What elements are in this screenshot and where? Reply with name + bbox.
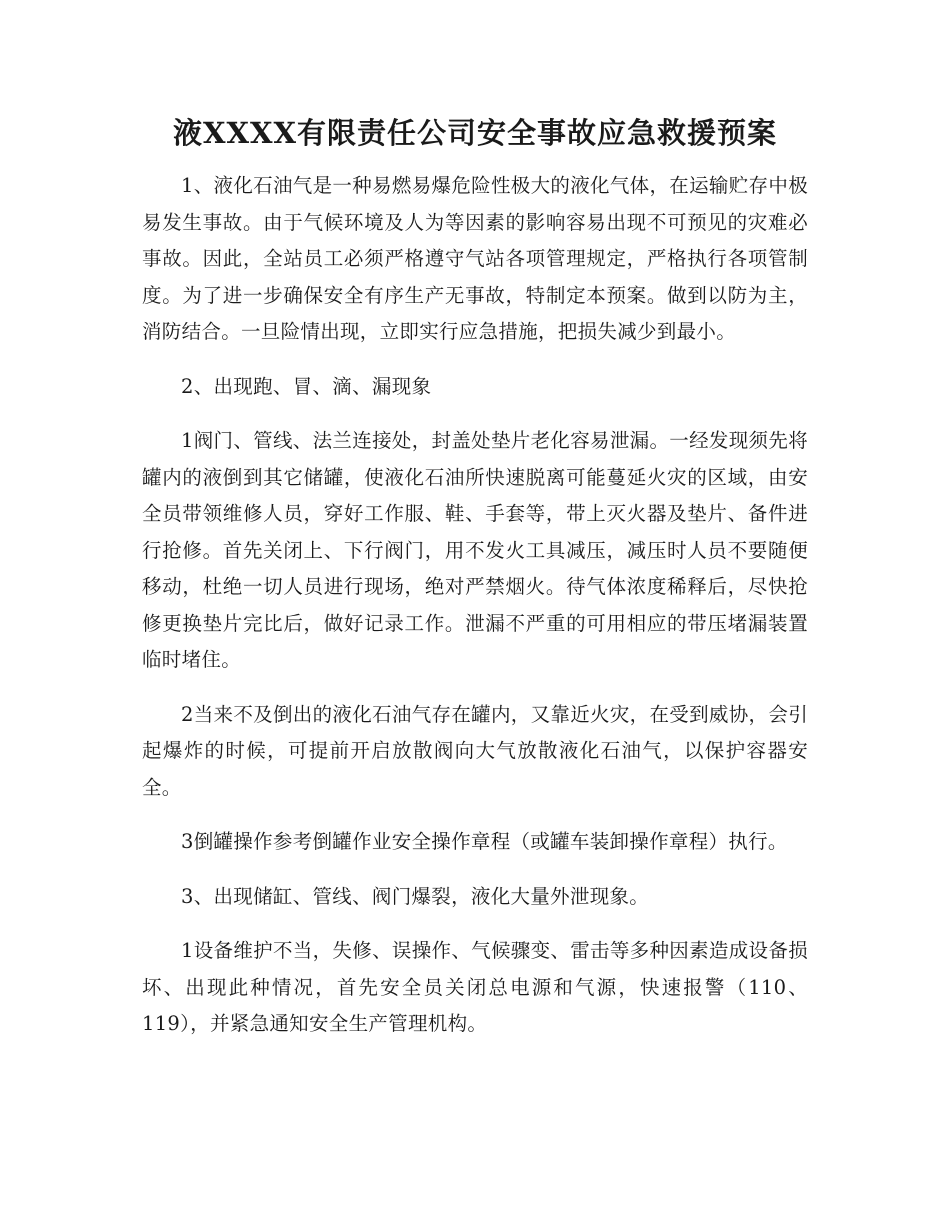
document-title: 液XXXX有限责任公司安全事故应急救援预案 [172,116,777,150]
section-heading-rupture: 3、出现储缸、管线、阀门爆裂，液化大量外泄现象。 [181,884,650,908]
section-heading-leak: 2、出现跑、冒、滴、漏现象 [181,374,432,398]
paragraph-tank-transfer: 3倒罐操作参考倒罐作业安全操作章程（或罐车装卸操作章程）执行。 [181,830,788,853]
paragraph-emergency-venting: 2当来不及倒出的液化石油气存在罐内，又靠近火灾，在受到威协，会引起爆炸的时候，可提前开启放散阀向大气放散液化石油气，以保护容器安全。 [142,702,808,799]
document-page [142,108,808,1043]
paragraph-rupture-response: 1设备维护不当，失修、误操作、气候骤变、雷击等多种因素造成设备损坏、出现此种情况，首先安全员关闭总电源和气源，快速报警（110、119），并紧急通知安全生产管理机构。 [142,939,808,1035]
paragraph-leak-repair: 1阀门、管线、法兰连接处，封盖处垫片老化容易泄漏。一经发现须先将罐内的液倒到其它储罐，使液化石油所快速脱离可能蔓延火灾的区域，由安全员带领维修人员，穿好工作服、鞋、手套等，带上灭火器及垫片、备件进行抢修。首先关闭上、下行阀门，用不发火工具减压，减压时人员不要随便移动，杜绝一切人员进行现场，绝对严禁烟火。待气体浓度稀释后，尽快抢修更换垫片完比后，做好记录工作。泄漏不严重的可用相应的带压堵漏装置临时堵住。 [142,429,808,671]
paragraph-general-intro: 1、液化石油气是一种易燃易爆危险性极大的液化气体，在运输贮存中极易发生事故。由于气候环境及人为等因素的影响容易出现不可预见的灾难必事故。因此，全站员工必须严格遵守气站各项管理规定，严格执行各项管制度。为了进一步确保安全有序生产无事故，特制定本预案。做到以防为主，消防结合。一旦险情出现，立即实行应急措施，把损失减少到最小。 [142,174,808,343]
